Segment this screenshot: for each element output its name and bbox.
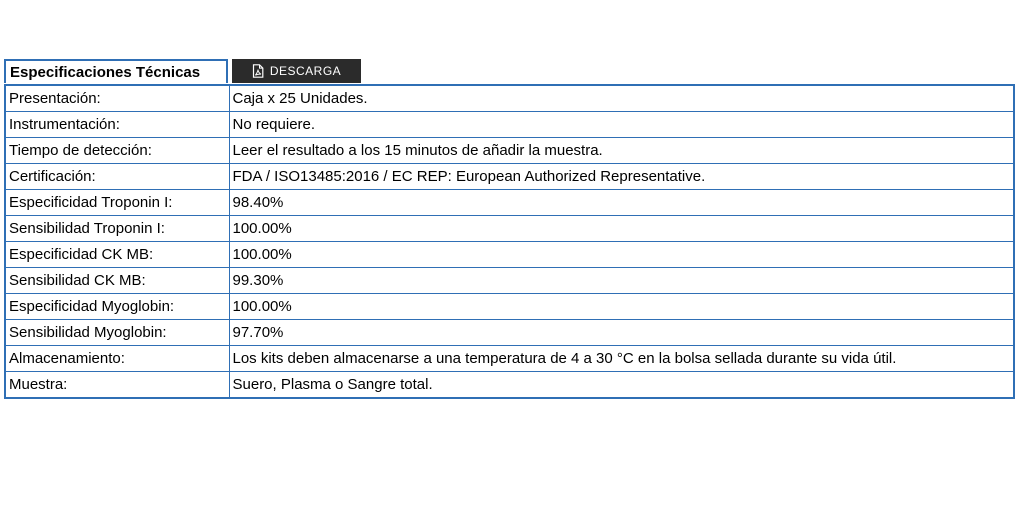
table-row [5, 294, 1014, 320]
row-value: Leer el resultado a los 15 minutos de añadir la muestra. [229, 138, 1014, 164]
row-label: Especificidad Troponin I: [5, 190, 229, 216]
row-value: 100.00% [229, 242, 1014, 268]
table-row [5, 242, 1014, 268]
table-row [5, 320, 1014, 346]
table-row [5, 346, 1014, 372]
row-label: Sensibilidad CK MB: [5, 268, 229, 294]
table-row [5, 372, 1014, 399]
table-row [5, 112, 1014, 138]
table-row [5, 85, 1014, 112]
row-label: Presentación: [5, 85, 229, 112]
spec-header [4, 59, 1015, 84]
row-value: Caja x 25 Unidades. [229, 85, 1014, 112]
table-row [5, 190, 1014, 216]
table-row [5, 164, 1014, 190]
row-value: 99.30% [229, 268, 1014, 294]
row-value: 100.00% [229, 216, 1014, 242]
row-value: FDA / ISO13485:2016 / EC REP: European Authorized Representative. [229, 164, 1014, 190]
table-row [5, 268, 1014, 294]
row-label: Tiempo de detección: [5, 138, 229, 164]
row-label: Sensibilidad Troponin I: [5, 216, 229, 242]
table-row [5, 216, 1014, 242]
table-row [5, 138, 1014, 164]
download-label: DESCARGA [269, 64, 342, 78]
row-value: No requiere. [229, 112, 1014, 138]
row-label: Instrumentación: [5, 112, 229, 138]
spec-sheet [4, 59, 1015, 399]
pdf-file-icon [252, 64, 264, 78]
row-label: Muestra: [5, 372, 229, 399]
row-label: Especificidad Myoglobin: [5, 294, 229, 320]
row-value: 97.70% [229, 320, 1014, 346]
row-value: 98.40% [229, 190, 1014, 216]
row-value: Los kits deben almacenarse a una temperatura de 4 a 30 °C en la bolsa sellada durante su vida útil. [229, 346, 1014, 372]
spec-title: Especificaciones Técnicas [4, 59, 228, 83]
row-value: 100.00% [229, 294, 1014, 320]
row-label: Certificación: [5, 164, 229, 190]
download-button[interactable] [232, 59, 361, 83]
row-label: Sensibilidad Myoglobin: [5, 320, 229, 346]
spec-table [4, 84, 1015, 399]
row-value: Suero, Plasma o Sangre total. [229, 372, 1014, 399]
row-label: Almacenamiento: [5, 346, 229, 372]
row-label: Especificidad CK MB: [5, 242, 229, 268]
